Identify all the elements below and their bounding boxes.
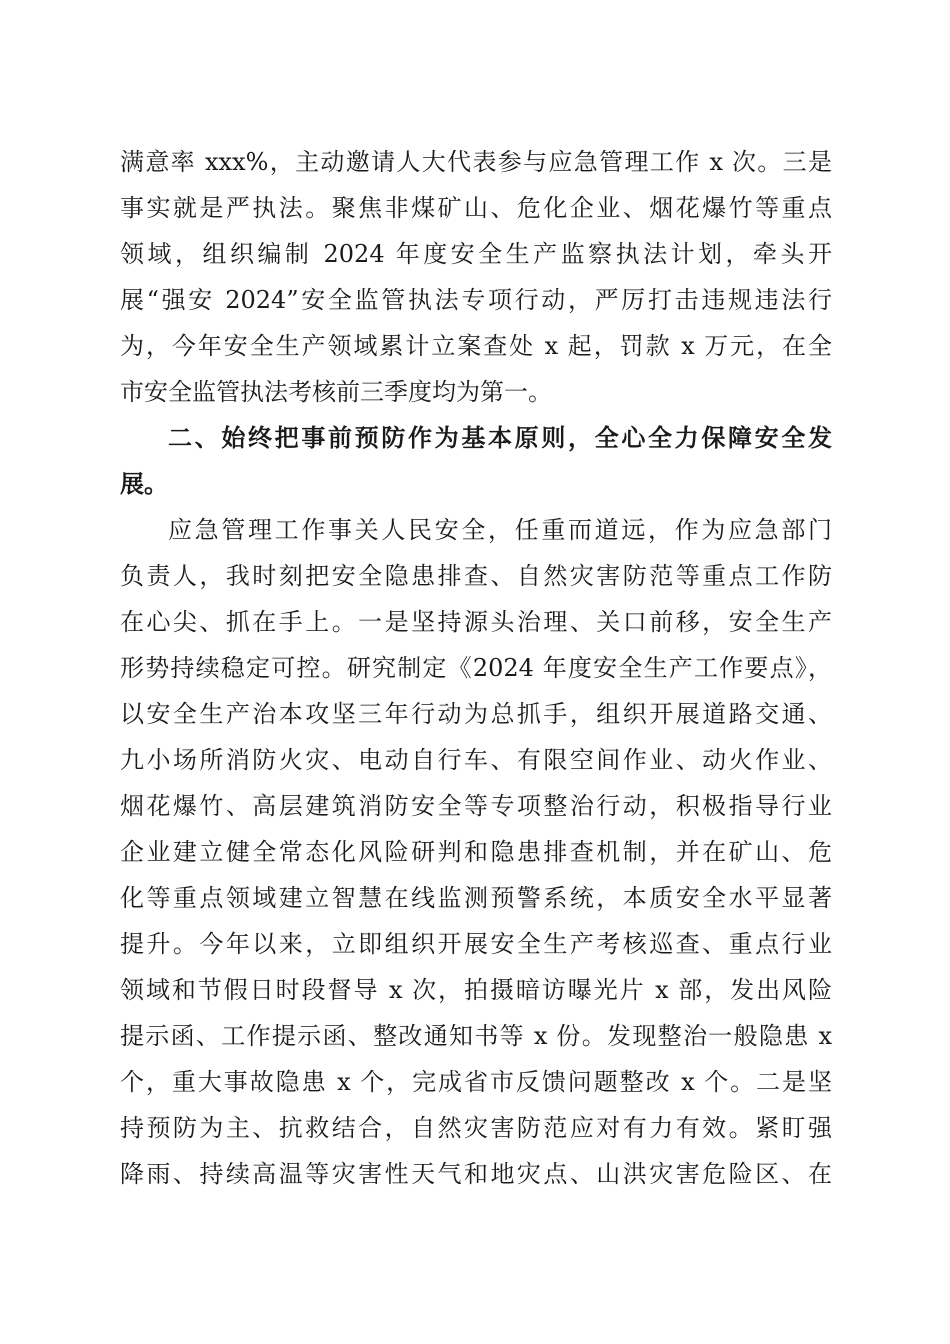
paragraph-line: 在心尖、抓在手上。一是坚持源头治理、关口前移，安全生产 xyxy=(120,608,832,636)
paragraph-line: 事实就是严执法。聚焦非煤矿山、危化企业、烟花爆竹等重点 xyxy=(120,194,832,222)
paragraph-line: 展“强安 2024”安全监管执法专项行动，严厉打击违规违法行 xyxy=(120,286,832,314)
paragraph-line: 降雨、持续高温等灾害性天气和地灾点、山洪灾害危险区、在 xyxy=(120,1160,832,1188)
paragraph-line: 应急管理工作事关人民安全，任重而道远，作为应急部门 xyxy=(168,516,832,544)
paragraph-line: 提升。今年以来，立即组织开展安全生产考核巡查、重点行业 xyxy=(120,930,832,958)
paragraph-line: 九小场所消防火灾、电动自行车、有限空间作业、动火作业、 xyxy=(120,746,832,774)
paragraph-line: 持预防为主、抗救结合，自然灾害防范应对有力有效。紧盯强 xyxy=(120,1114,832,1142)
paragraph-line: 满意率 xxx%，主动邀请人大代表参与应急管理工作 x 次。三是 xyxy=(120,148,832,176)
paragraph-line: 领域，组织编制 2024 年度安全生产监察执法计划，牵头开 xyxy=(120,240,832,268)
paragraph-line: 企业建立健全常态化风险研判和隐患排查机制，并在矿山、危 xyxy=(120,838,832,866)
paragraph-line: 化等重点领域建立智慧在线监测预警系统，本质安全水平显著 xyxy=(120,884,832,912)
paragraph-line: 烟花爆竹、高层建筑消防安全等专项整治行动，积极指导行业 xyxy=(120,792,832,820)
paragraph-line: 以安全生产治本攻坚三年行动为总抓手，组织开展道路交通、 xyxy=(120,700,832,728)
paragraph-line: 为，今年安全生产领域累计立案查处 x 起，罚款 x 万元，在全 xyxy=(120,332,832,360)
paragraph-line: 形势持续稳定可控。研究制定《2024 年度安全生产工作要点》， xyxy=(120,654,832,682)
paragraph-line: 领域和节假日时段督导 x 次，拍摄暗访曝光片 x 部，发出风险 xyxy=(120,976,832,1004)
section-heading: 二、始终把事前预防作为基本原则，全心全力保障安全发 xyxy=(168,424,832,452)
section-heading-continued: 展。 xyxy=(120,470,168,498)
paragraph-line: 提示函、工作提示函、整改通知书等 x 份。发现整治一般隐患 x xyxy=(120,1022,832,1050)
paragraph-line: 负责人，我时刻把安全隐患排查、自然灾害防范等重点工作防 xyxy=(120,562,832,590)
paragraph-line: 市安全监管执法考核前三季度均为第一。 xyxy=(120,378,552,406)
paragraph-line: 个，重大事故隐患 x 个，完成省市反馈问题整改 x 个。二是坚 xyxy=(120,1068,832,1096)
